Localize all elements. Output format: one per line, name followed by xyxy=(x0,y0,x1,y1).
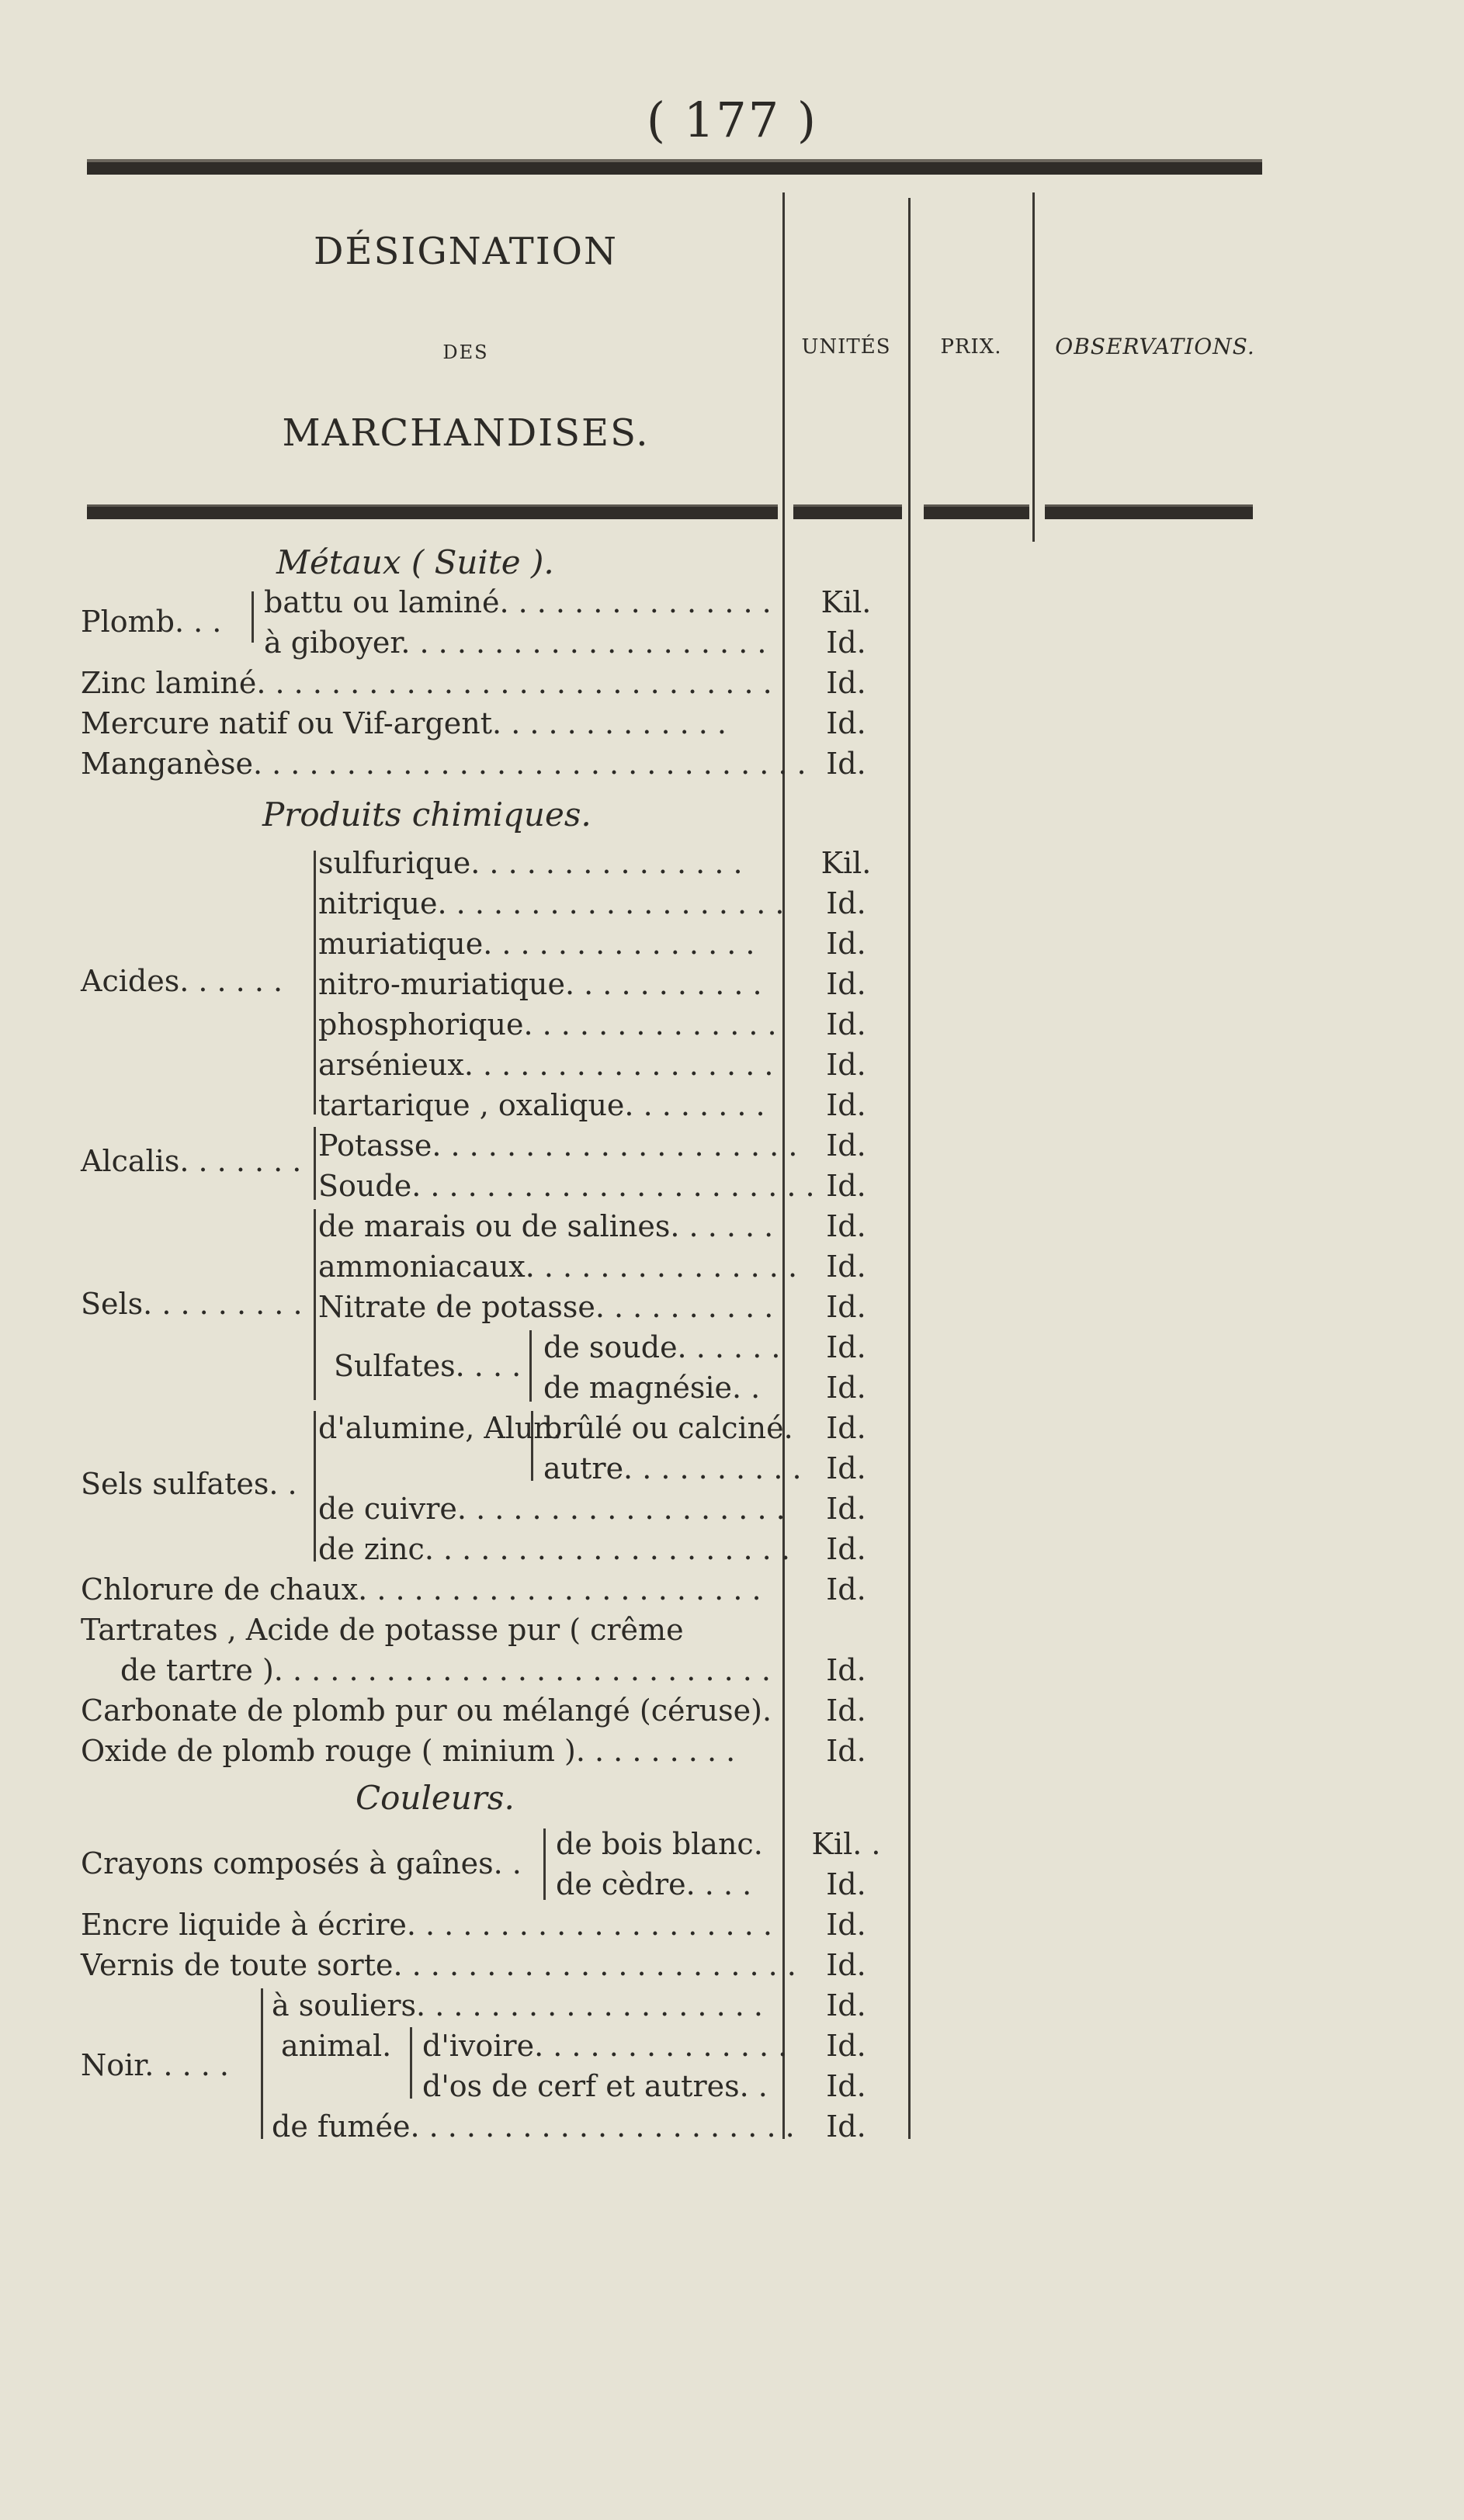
table-row xyxy=(0,744,1464,784)
row-label: Zinc laminé. . . . . . . . . . . . . . . . . . . . . . . . . . . . xyxy=(81,666,772,700)
section-title-metaux: Métaux ( Suite ). xyxy=(276,543,554,581)
header-rule-designation xyxy=(87,504,778,519)
table-row xyxy=(0,2026,1464,2066)
row-label: de zinc. . . . . . . . . . . . . . . . . . . . xyxy=(318,1532,790,1566)
table-row xyxy=(0,843,1464,883)
row-label: nitro-muriatique. . . . . . . . . . . xyxy=(318,967,762,1001)
table-row xyxy=(0,924,1464,964)
header-rule-observations xyxy=(1045,504,1253,519)
group-label-noir: Noir. . . . . xyxy=(81,2048,229,2082)
table-row xyxy=(0,1327,1464,1367)
row-label: de cèdre. . . . xyxy=(556,1867,752,1901)
row-label: de soude. . . . . . xyxy=(543,1330,781,1364)
row-label: à souliers. . . . . . . . . . . . . . . . . . . xyxy=(272,1988,763,2023)
row-unit: Kil. xyxy=(820,585,872,619)
page-number: ( 177 ) xyxy=(646,92,818,148)
row-unit: Id. xyxy=(826,1250,866,1284)
row-label: muriatique. . . . . . . . . . . . . . . xyxy=(318,927,755,961)
row-unit: Id. xyxy=(826,1330,866,1364)
header-rule-units xyxy=(793,504,902,519)
table-row xyxy=(0,1945,1464,1985)
table-row xyxy=(0,1569,1464,1610)
table-row xyxy=(0,964,1464,1004)
group-label-sels-sulfates: Sels sulfates. . xyxy=(81,1467,297,1501)
table-row xyxy=(0,1125,1464,1166)
table-row xyxy=(0,883,1464,924)
alun-label-1: d'alumine, Alun. xyxy=(318,1411,562,1445)
group-label-plomb: Plomb. . . xyxy=(81,605,222,639)
table-row xyxy=(0,1166,1464,1206)
table-row xyxy=(0,1408,1464,1448)
table-row xyxy=(0,2106,1464,2147)
row-label: Nitrate de potasse. . . . . . . . . . xyxy=(318,1290,774,1324)
row-unit: Id. xyxy=(826,1007,866,1042)
row-label: de tartre ). . . . . . . . . . . . . . . . . . . . . . . . . . . xyxy=(120,1653,772,1687)
table-row xyxy=(0,1650,1464,1690)
table-row xyxy=(0,1824,1464,1864)
row-label: Chlorure de chaux. . . . . . . . . . . . . . . . . . . . . . xyxy=(81,1572,761,1607)
header-unites: UNITÉS xyxy=(801,335,891,359)
row-unit: Id. xyxy=(826,666,866,700)
table-row xyxy=(0,622,1464,663)
row-unit: Kil. . xyxy=(811,1827,881,1861)
row-label: tartarique , oxalique. . . . . . . . xyxy=(318,1088,765,1122)
table-row xyxy=(0,1864,1464,1905)
row-unit: Id. xyxy=(826,1048,866,1082)
row-unit: Id. xyxy=(826,1532,866,1566)
row-label: Potasse. . . . . . . . . . . . . . . . . . . . xyxy=(318,1128,798,1163)
row-unit: Id. xyxy=(826,927,866,961)
row-label: de magnésie. . xyxy=(543,1371,761,1405)
table-row xyxy=(0,1004,1464,1045)
row-label: ammoniacaux. . . . . . . . . . . . . . . xyxy=(318,1250,798,1284)
row-label: sulfurique. . . . . . . . . . . . . . . xyxy=(318,846,743,880)
row-unit: Id. xyxy=(826,1209,866,1243)
row-label: Encre liquide à écrire. . . . . . . . . . . . . . . . . . . . xyxy=(81,1908,772,1942)
top-rule xyxy=(87,159,1262,175)
table-row xyxy=(0,1367,1464,1408)
row-unit: Id. xyxy=(826,1371,866,1405)
table-row xyxy=(0,1610,1464,1650)
table-row xyxy=(0,1206,1464,1246)
row-label: nitrique. . . . . . . . . . . . . . . . . . . xyxy=(318,886,785,920)
row-unit: Id. xyxy=(826,2109,866,2144)
table-row xyxy=(0,1690,1464,1731)
row-label: à giboyer. . . . . . . . . . . . . . . . . . . . xyxy=(264,626,767,660)
row-label: Soude. . . . . . . . . . . . . . . . . . . . . . xyxy=(318,1169,815,1203)
table-row xyxy=(0,1529,1464,1569)
table-row xyxy=(0,2066,1464,2106)
header-designation: DÉSIGNATION xyxy=(313,230,619,273)
group-label-sulfates: Sulfates. . . . xyxy=(334,1349,522,1383)
header-rule-price xyxy=(924,504,1029,519)
row-label: de bois blanc. xyxy=(556,1827,763,1861)
row-label: de fumée. . . . . . . . . . . . . . . . . . . . . xyxy=(272,2109,795,2144)
row-label: Carbonate de plomb pur ou mélangé (céruse). xyxy=(81,1693,772,1728)
header-marchandises: MARCHANDISES. xyxy=(282,411,650,455)
row-unit: Id. xyxy=(826,1653,866,1687)
table-row xyxy=(0,703,1464,744)
row-label: Oxide de plomb rouge ( minium ). . . . . . . . . xyxy=(81,1734,736,1768)
section-title-produits: Produits chimiques. xyxy=(262,796,591,834)
table-row xyxy=(0,1287,1464,1327)
table-row xyxy=(0,1246,1464,1287)
row-label: arsénieux. . . . . . . . . . . . . . . . . xyxy=(318,1048,774,1082)
group-label-acides: Acides. . . . . . xyxy=(81,964,283,998)
row-label: Manganèse. . . . . . . . . . . . . . . . . . . . . . . . . . . . . . xyxy=(81,747,807,781)
row-label: d'os de cerf et autres. . xyxy=(422,2069,768,2103)
row-label: de cuivre. . . . . . . . . . . . . . . . . . xyxy=(318,1492,786,1526)
group-label-crayons: Crayons composés à gaînes. . xyxy=(81,1846,522,1880)
row-unit: Id. xyxy=(826,706,866,740)
group-label-animal: animal. xyxy=(281,2029,392,2063)
row-label: Vernis de toute sorte. . . . . . . . . . . . . . . . . . . . . . xyxy=(81,1948,796,1982)
row-unit: Id. xyxy=(826,1411,866,1445)
row-label: de marais ou de salines. . . . . . xyxy=(318,1209,774,1243)
header-des: DES xyxy=(442,341,489,363)
row-label: Mercure natif ou Vif-argent. . . . . . . . . . . . . xyxy=(81,706,727,740)
table-row xyxy=(0,1905,1464,1945)
row-unit: Id. xyxy=(826,1088,866,1122)
group-label-alcalis: Alcalis. . . . . . . xyxy=(81,1144,302,1178)
row-unit: Id. xyxy=(826,1128,866,1163)
row-label: battu ou laminé. . . . . . . . . . . . . . . xyxy=(264,585,772,619)
table-row xyxy=(0,1985,1464,2026)
row-unit: Id. xyxy=(826,1451,866,1485)
row-unit: Id. xyxy=(826,967,866,1001)
row-unit: Id. xyxy=(826,626,866,660)
column-divider-observations xyxy=(1032,192,1035,542)
row-unit: Kil. xyxy=(820,846,872,880)
row-unit: Id. xyxy=(826,1867,866,1901)
row-unit: Id. xyxy=(826,1908,866,1942)
table-row xyxy=(0,1489,1464,1529)
row-unit: Id. xyxy=(826,1948,866,1982)
row-unit: Id. xyxy=(826,1734,866,1768)
row-unit: Id. xyxy=(826,2029,866,2063)
row-unit: Id. xyxy=(826,1693,866,1728)
row-unit: Id. xyxy=(826,1169,866,1203)
table-row xyxy=(0,1448,1464,1489)
section-title-couleurs: Couleurs. xyxy=(356,1779,515,1817)
row-unit: Id. xyxy=(826,1492,866,1526)
row-label: brûlé ou calciné. xyxy=(543,1411,793,1445)
group-label-sels: Sels. . . . . . . . . xyxy=(81,1287,303,1321)
row-label: d'ivoire. . . . . . . . . . . . . . xyxy=(422,2029,788,2063)
row-label: autre. . . . . . . . . . xyxy=(543,1451,802,1485)
table-row xyxy=(0,663,1464,703)
table-row xyxy=(0,1045,1464,1085)
row-unit: Id. xyxy=(826,747,866,781)
row-unit: Id. xyxy=(826,886,866,920)
table-row xyxy=(0,582,1464,622)
row-label: phosphorique. . . . . . . . . . . . . . xyxy=(318,1007,777,1042)
row-label: Tartrates , Acide de potasse pur ( crême xyxy=(81,1613,684,1647)
row-unit: Id. xyxy=(826,1290,866,1324)
row-unit: Id. xyxy=(826,1572,866,1607)
table-row xyxy=(0,1731,1464,1771)
row-unit: Id. xyxy=(826,1988,866,2023)
row-unit: Id. xyxy=(826,2069,866,2103)
header-prix: PRIX. xyxy=(940,335,1002,359)
header-observations: OBSERVATIONS. xyxy=(1055,334,1255,359)
table-row xyxy=(0,1085,1464,1125)
